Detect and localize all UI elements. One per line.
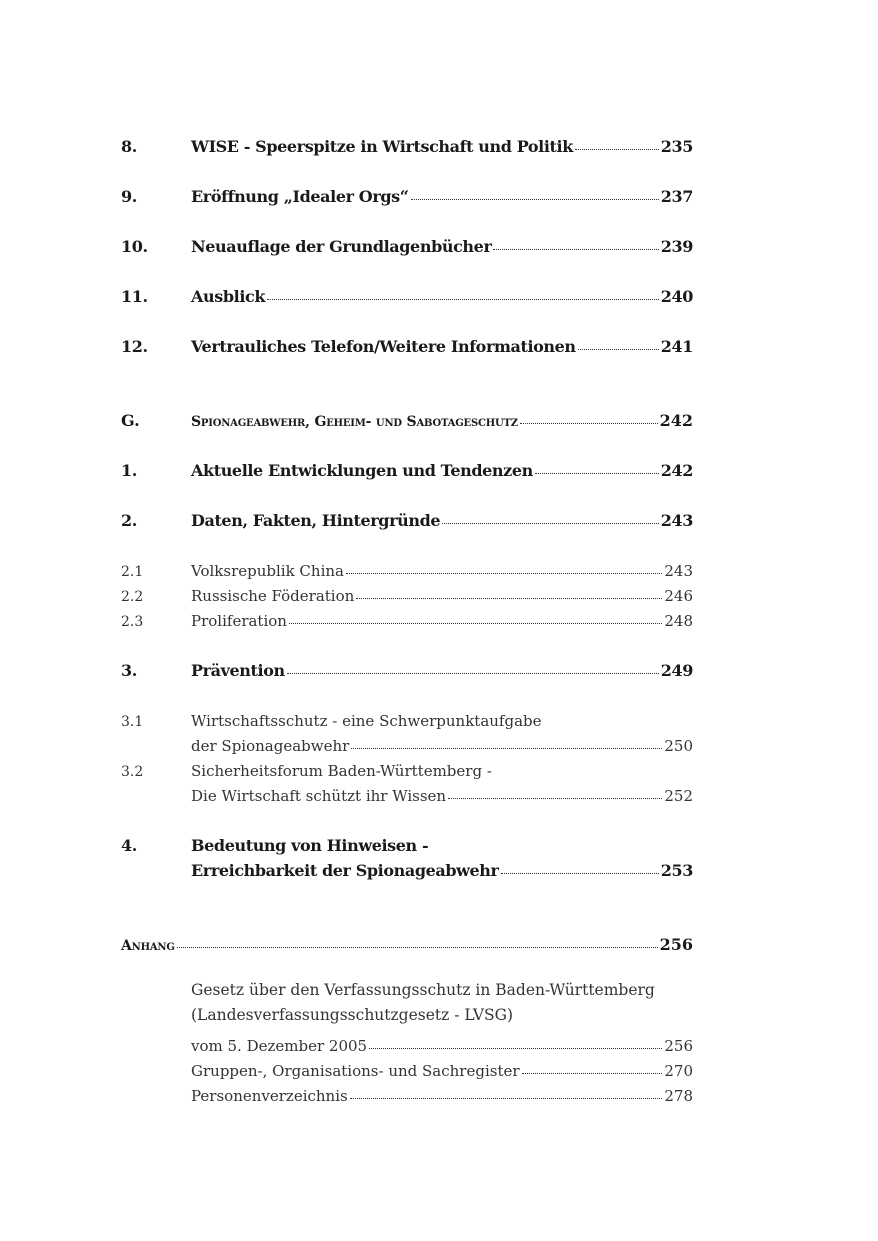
dot-leader — [501, 873, 659, 874]
appendix-item-page: 278 — [664, 1087, 693, 1105]
toc-entry-number: 10. — [121, 237, 148, 256]
toc-entry-title-line1: Wirtschaftsschutz - eine Schwerpunktaufgabe — [191, 712, 542, 730]
toc-entry[interactable] — [121, 456, 693, 480]
toc-entry-title-line2: der Spionageabwehr — [191, 737, 350, 755]
toc-entry-page: 243 — [664, 562, 693, 580]
dot-leader — [578, 349, 659, 350]
dot-leader — [493, 249, 658, 250]
toc-entry[interactable] — [121, 132, 693, 156]
toc-subentry-line1[interactable] — [121, 706, 693, 730]
appendix-title: Anhang — [121, 938, 175, 954]
toc-entry-number: 3.1 — [121, 714, 144, 730]
appendix-item-page: 256 — [664, 1037, 693, 1055]
toc-entry[interactable] — [121, 232, 693, 256]
toc-entry-title: Volksrepublik China — [191, 562, 344, 580]
dot-leader — [369, 1048, 662, 1049]
toc-entry[interactable] — [121, 332, 693, 356]
toc-entry-title: Proliferation — [191, 612, 287, 630]
toc-entry-title: Eröffnung „Idealer Orgs“ — [191, 187, 409, 206]
toc-chapter-g[interactable] — [121, 406, 693, 430]
toc-entry-page: 246 — [664, 587, 693, 605]
appendix-page: 256 — [659, 935, 693, 954]
toc-entry[interactable] — [121, 656, 693, 680]
toc-subentry-line2[interactable] — [121, 781, 693, 805]
appendix-item[interactable] — [191, 1031, 693, 1055]
dot-leader — [535, 473, 659, 474]
toc-entry-page: 237 — [660, 187, 693, 206]
appendix-item-line2: (Landesverfassungsschutzgesetz - LVSG) — [191, 1006, 514, 1024]
toc-entry-title: Russische Föderation — [191, 587, 355, 605]
toc-subentry[interactable] — [121, 606, 693, 630]
toc-subentry-line1[interactable] — [121, 756, 693, 780]
toc-entry-page: 243 — [660, 511, 693, 530]
toc-entry-number: 2. — [121, 511, 137, 530]
toc-entry-page: 239 — [660, 237, 693, 256]
dot-leader — [522, 1073, 663, 1074]
toc-entry-number: 4. — [121, 836, 137, 855]
toc-entry-number: 9. — [121, 187, 137, 206]
toc-entry-page: 253 — [660, 861, 693, 880]
toc-entry-number: 2.2 — [121, 589, 144, 605]
appendix-item-title: Gruppen-, Organisations- und Sachregister — [191, 1062, 520, 1080]
toc-entry[interactable] — [121, 182, 693, 206]
toc-subentry-line2[interactable] — [121, 731, 693, 755]
toc-entry-title-line2: Die Wirtschaft schützt ihr Wissen — [191, 787, 447, 805]
toc-entry-number: 3.2 — [121, 764, 144, 780]
toc-entry-line2[interactable] — [121, 856, 693, 880]
toc-subentry[interactable] — [121, 581, 693, 605]
toc-entry-title-line2: Erreichbarkeit der Spionageabwehr — [191, 861, 499, 880]
appendix-item-line1: Gesetz über den Verfassungsschutz in Baden-Württemberg — [191, 981, 655, 999]
toc-entry-page: 250 — [664, 737, 693, 755]
toc-entry-title: Vertrauliches Telefon/Weitere Informationen — [191, 337, 576, 356]
toc-entry-title: Ausblick — [191, 287, 266, 306]
toc-appendix[interactable] — [121, 930, 693, 954]
toc-entry-page: 249 — [660, 661, 693, 680]
chapter-page: 242 — [659, 411, 693, 430]
dot-leader — [346, 573, 662, 574]
toc-entry-number: 8. — [121, 137, 137, 156]
dot-leader — [267, 299, 659, 300]
appendix-item-title: vom 5. Dezember 2005 — [191, 1037, 368, 1055]
toc-entry-title: Neuauflage der Grundlagenbücher — [191, 237, 492, 256]
chapter-letter: G. — [121, 411, 140, 430]
appendix-item-page: 270 — [664, 1062, 693, 1080]
toc-entry-number: 3. — [121, 661, 137, 680]
toc-entry-line1[interactable] — [121, 831, 693, 855]
dot-leader — [350, 1098, 663, 1099]
dot-leader — [520, 423, 658, 424]
toc-entry[interactable] — [121, 282, 693, 306]
appendix-item[interactable] — [191, 1056, 693, 1080]
dot-leader — [442, 523, 659, 524]
toc-entry-title: Prävention — [191, 661, 285, 680]
toc-entry-number: 2.3 — [121, 614, 144, 630]
toc-entry[interactable] — [121, 506, 693, 530]
toc-entry-page: 242 — [660, 461, 693, 480]
dot-leader — [575, 149, 659, 150]
dot-leader — [411, 199, 659, 200]
toc-entry-page: 235 — [660, 137, 693, 156]
appendix-item[interactable] — [191, 1081, 693, 1105]
dot-leader — [356, 598, 662, 599]
toc-subentry[interactable] — [121, 556, 693, 580]
toc-entry-title: Daten, Fakten, Hintergründe — [191, 511, 441, 530]
toc-entry-page: 240 — [660, 287, 693, 306]
dot-leader — [448, 798, 662, 799]
toc-entry-number: 11. — [121, 287, 148, 306]
toc-entry-page: 241 — [660, 337, 693, 356]
dot-leader — [351, 748, 662, 749]
toc-entry-title: Aktuelle Entwicklungen und Tendenzen — [191, 461, 533, 480]
dot-leader — [177, 947, 658, 948]
toc-entry-number: 1. — [121, 461, 137, 480]
toc-entry-page: 252 — [664, 787, 693, 805]
toc-entry-title-line1: Sicherheitsforum Baden-Württemberg - — [191, 762, 492, 780]
dot-leader — [289, 623, 662, 624]
toc-entry-number: 12. — [121, 337, 148, 356]
toc-entry-title-line1: Bedeutung von Hinweisen - — [191, 836, 429, 855]
chapter-title: Spionageabwehr, Geheim- und Sabotageschutz — [191, 414, 518, 430]
dot-leader — [287, 673, 659, 674]
appendix-item-title: Personenverzeichnis — [191, 1087, 348, 1105]
toc-entry-page: 248 — [664, 612, 693, 630]
toc-entry-number: 2.1 — [121, 564, 144, 580]
toc-entry-title: WISE - Speerspitze in Wirtschaft und Politik — [191, 137, 573, 156]
